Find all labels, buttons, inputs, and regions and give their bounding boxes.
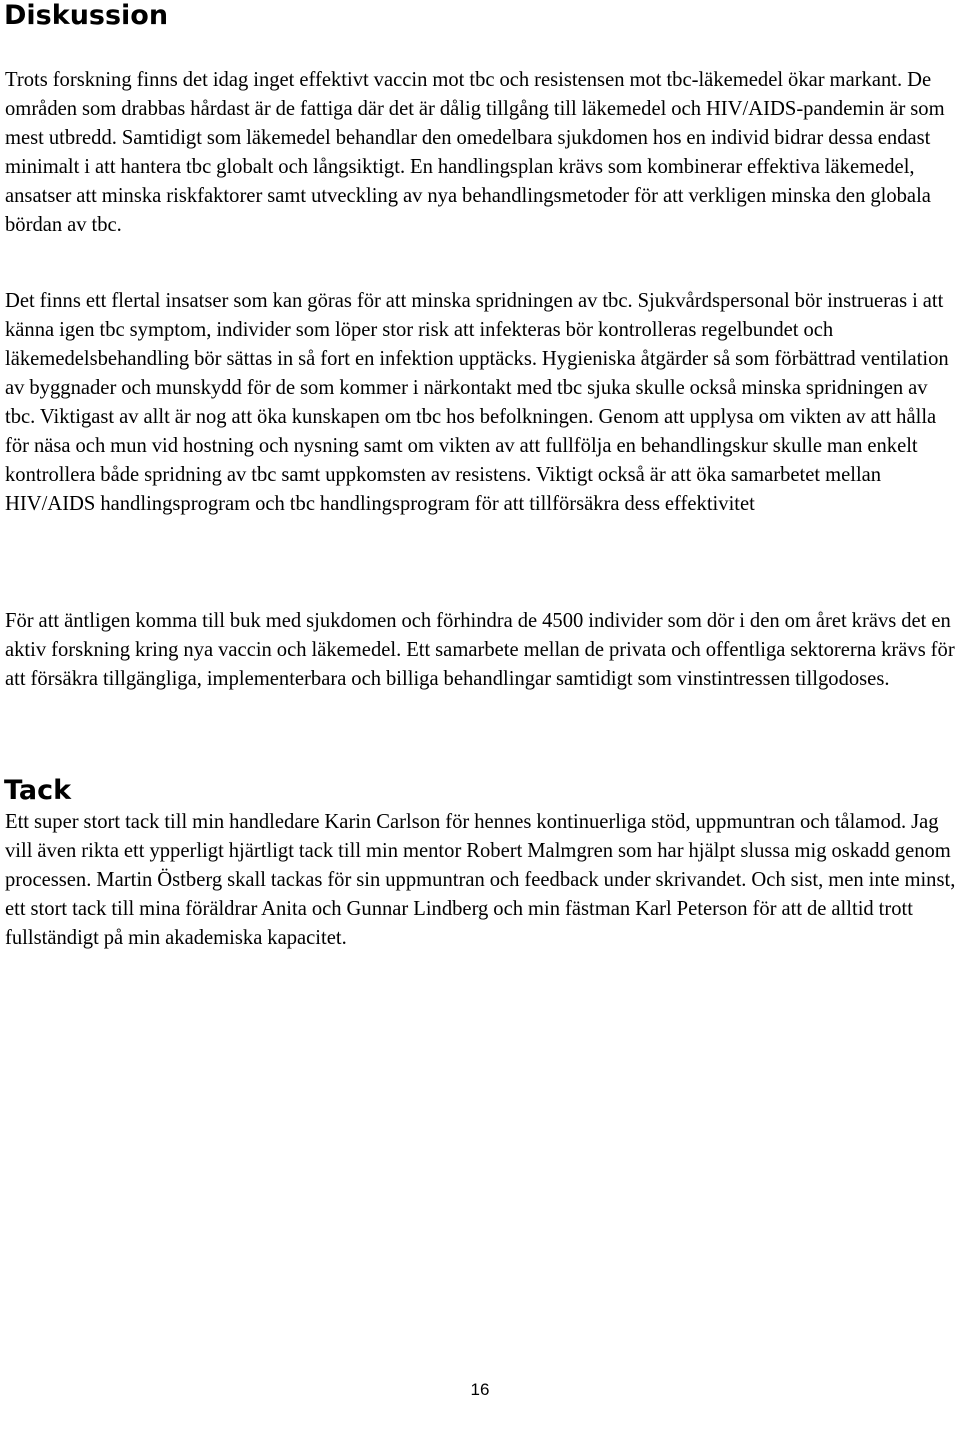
- paragraph-discussion-2: Det finns ett flertal insatser som kan göras för att minska spridningen av tbc. Sjukvårdspersonal bör instrueras i att känna igen tbc symptom, individer som löper stor risk att infekteras bör kontrolleras regelbundet och läkemedelsbehandling bör sättas in så fort en infektion upptäcks. Hygieniska åtgärder så som förbättrad ventilation av byggnader och munskydd för de som kommer i närkontakt med tbc sjuka skulle också minska spridningen av tbc. Viktigast av allt är nog att öka kunskapen om tbc hos befolkningen. Genom att upplysa om vikten av att hålla för näsa och mun vid hostning och nysning samt om vikten av att fullfölja en behandlingskur skulle man enkelt kontrollera både spridning av tbc samt uppkomsten av resistens. Viktigt också är att öka samarbetet mellan HIV/AIDS handlingsprogram och tbc handlingsprogram för att tillförsäkra dess effektivitet: [5, 290, 949, 515]
- paragraph-discussion-1: Trots forskning finns det idag inget effektivt vaccin mot tbc och resistensen mot tbc-läkemedel ökar markant. De områden som drabbas hårdast är de fattiga där det är dålig tillgång till läkemedel och HIV/AIDS-pandemin är som mest utbredd. Samtidigt som läkemedel behandlar den omedelbara sjukdomen hos en individ bidrar dessa endast minimalt i att hantera tbc globalt och långsiktigt. En handlingsplan krävs som kombinerar effektiva läkemedel, ansatser att minska riskfaktorer samt utveckling av nya behandlingsmetoder för att verkligen minska den globala bördan av tbc.: [5, 69, 945, 236]
- paragraph-acknowledgements: Ett super stort tack till min handledare Karin Carlson för hennes kontinuerliga stöd, uppmuntran och tålamod. Jag vill även rikta ett ypperligt hjärtligt tack till min mentor Robert Malmgren som har hjälpt slussa mig oskadd genom processen. Martin Östberg skall tackas för sin uppmuntran och feedback under skrivandet. Och sist, men inte minst, ett stort tack till mina föräldrar Anita och Gunnar Lindberg och min fästman Karl Peterson för att de alltid trott fullständigt på min akademiska kapacitet.: [5, 811, 956, 949]
- page-number: 16: [470, 1380, 490, 1399]
- paragraph-discussion-3: För att äntligen komma till buk med sjukdomen och förhindra de 4500 individer som dör i den om året krävs det en aktiv forskning kring nya vaccin och läkemedel. Ett samarbete mellan de privata och offentliga sektorerna krävs för att försäkra tillgängliga, implementerbara och billiga behandlingar samtidigt som vinstintressen tillgodoses.: [5, 610, 955, 690]
- section-heading-tack: Tack: [4, 775, 72, 806]
- section-heading-diskussion: Diskussion: [4, 0, 169, 31]
